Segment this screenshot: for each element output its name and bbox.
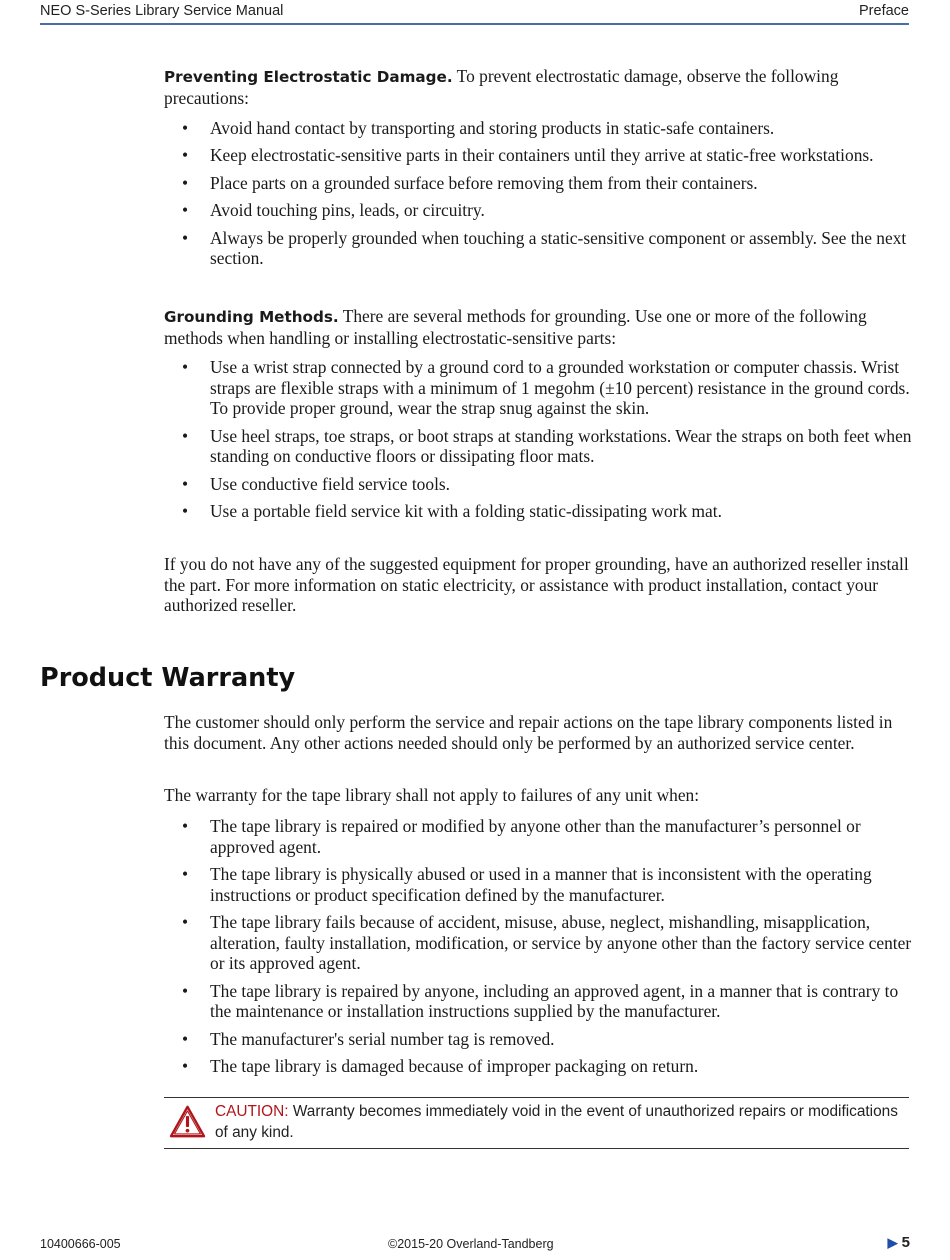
list-item <box>164 864 912 905</box>
grounding-methods-list <box>164 357 912 528</box>
list-item <box>164 1029 912 1050</box>
bullet-icon: • <box>182 227 189 248</box>
warranty-exclusions-list <box>164 816 912 1083</box>
list-item-text: Use heel straps, toe straps, or boot straps at standing workstations. Wear the straps on both feet when standing on conductive floors or dissipating floor mats. <box>210 425 912 467</box>
bullet-icon: • <box>182 1055 189 1076</box>
list-item <box>164 474 912 495</box>
list-item-text: The tape library is repaired by anyone, including an approved agent, in a manner that is contrary to the maintenance or installation instructions supplied by the manufacturer. <box>210 980 899 1022</box>
list-item-text: Use a wrist strap connected by a ground cord to a grounded workstation or computer chassis. Wrist straps are flexible straps with a minimum of 1 megohm (±10 percent) resistance in the ground cords. To provide proper ground, wear the strap snug against the skin. <box>210 357 910 419</box>
list-item <box>164 501 912 522</box>
caution-label: CAUTION: <box>215 1103 289 1120</box>
caution-text-block <box>215 1102 905 1143</box>
list-item <box>164 357 912 419</box>
list-item-text: The tape library is physically abused or used in a manner that is inconsistent with the operating instructions or product specification defined by the manufacturer. <box>210 863 872 905</box>
bullet-icon: • <box>182 473 189 494</box>
bullet-icon: • <box>182 118 189 138</box>
warranty-paragraph-1: The customer should only perform the service and repair actions on the tape library components listed in this document. Any other actions needed should only be performed by an authorized service center. <box>164 712 893 753</box>
list-item <box>164 816 912 857</box>
list-item <box>164 1056 912 1077</box>
esd-intro-paragraph <box>164 66 912 108</box>
list-item-text: The tape library is repaired or modified by anyone other than the manufacturer’s personnel or approved agent. <box>210 816 861 857</box>
warranty-paragraph-2: The warranty for the tape library shall not apply to failures of any unit when: <box>164 785 700 805</box>
section-name: Preface <box>859 3 909 19</box>
grounding-intro-text: There are several methods for grounding. Use one or more of the following methods when handling or installing electrostatic-sensitive parts: <box>164 306 867 348</box>
list-item-text: Avoid touching pins, leads, or circuitry. <box>210 200 485 221</box>
section-heading-product-warranty: Product Warranty <box>40 663 296 693</box>
bullet-icon: • <box>182 357 189 377</box>
list-item <box>164 426 912 467</box>
bullet-icon: • <box>182 500 189 521</box>
list-item-text: The tape library fails because of accident, misuse, abuse, neglect, mishandling, misapplication, alteration, faulty installation, modification, or service by anyone other than the factory service center or its approved agent. <box>210 911 912 974</box>
bullet-icon: • <box>182 200 189 221</box>
bullet-icon: • <box>182 425 189 446</box>
bullet-icon: • <box>182 911 189 932</box>
list-item-text: The manufacturer's serial number tag is removed. <box>210 1028 555 1049</box>
list-item <box>164 200 912 221</box>
page-arrow-icon: ▶ <box>887 1235 898 1250</box>
copyright-notice: ©2015-20 Overland-Tandberg <box>388 1237 554 1251</box>
list-item-text: The tape library is damaged because of improper packaging on return. <box>210 1055 699 1076</box>
list-item <box>164 981 912 1022</box>
grounding-intro-paragraph <box>164 306 912 348</box>
grounding-heading: Grounding Methods. <box>164 308 339 326</box>
list-item <box>164 912 912 974</box>
bullet-icon: • <box>182 816 189 836</box>
bullet-icon: • <box>182 1028 189 1049</box>
list-item-text: Avoid hand contact by transporting and storing products in static-safe containers. <box>210 118 775 138</box>
bullet-icon: • <box>182 172 189 193</box>
grounding-closing-paragraph: If you do not have any of the suggested equipment for proper grounding, have an authorized reseller install the part. For more information on static electricity, or assistance with product installation, contact your authorized reseller. <box>164 554 909 616</box>
list-item-text: Use a portable field service kit with a folding static-dissipating work mat. <box>210 500 722 521</box>
esd-intro-text: To prevent electrostatic damage, observe the following precautions: <box>164 66 839 108</box>
list-item-text: Always be properly grounded when touching a static-sensitive component or assembly. See the next section. <box>210 227 907 269</box>
list-item-text: Place parts on a grounded surface before removing them from their containers. <box>210 172 758 193</box>
list-item <box>164 118 912 139</box>
bullet-icon: • <box>182 863 189 884</box>
warning-triangle-icon <box>169 1105 206 1138</box>
list-item <box>164 228 912 269</box>
caution-message: Warranty becomes immediately void in the event of unauthorized repairs or modifications of any kind. <box>215 1103 898 1141</box>
manual-title: NEO S-Series Library Service Manual <box>40 3 284 19</box>
caution-notice <box>164 1097 909 1149</box>
list-item <box>164 145 912 166</box>
bullet-icon: • <box>182 980 189 1001</box>
page-number: 5 <box>901 1234 910 1251</box>
page-header <box>40 2 909 25</box>
esd-heading: Preventing Electrostatic Damage. <box>164 68 453 86</box>
esd-precautions-list <box>164 118 912 276</box>
list-item-text: Keep electrostatic-sensitive parts in their containers until they arrive at static-free workstations. <box>210 145 874 166</box>
page-number-block <box>888 1234 910 1251</box>
list-item <box>164 173 912 194</box>
list-item-text: Use conductive field service tools. <box>210 473 451 494</box>
document-number: 10400666-005 <box>40 1237 121 1251</box>
bullet-icon: • <box>182 145 189 166</box>
